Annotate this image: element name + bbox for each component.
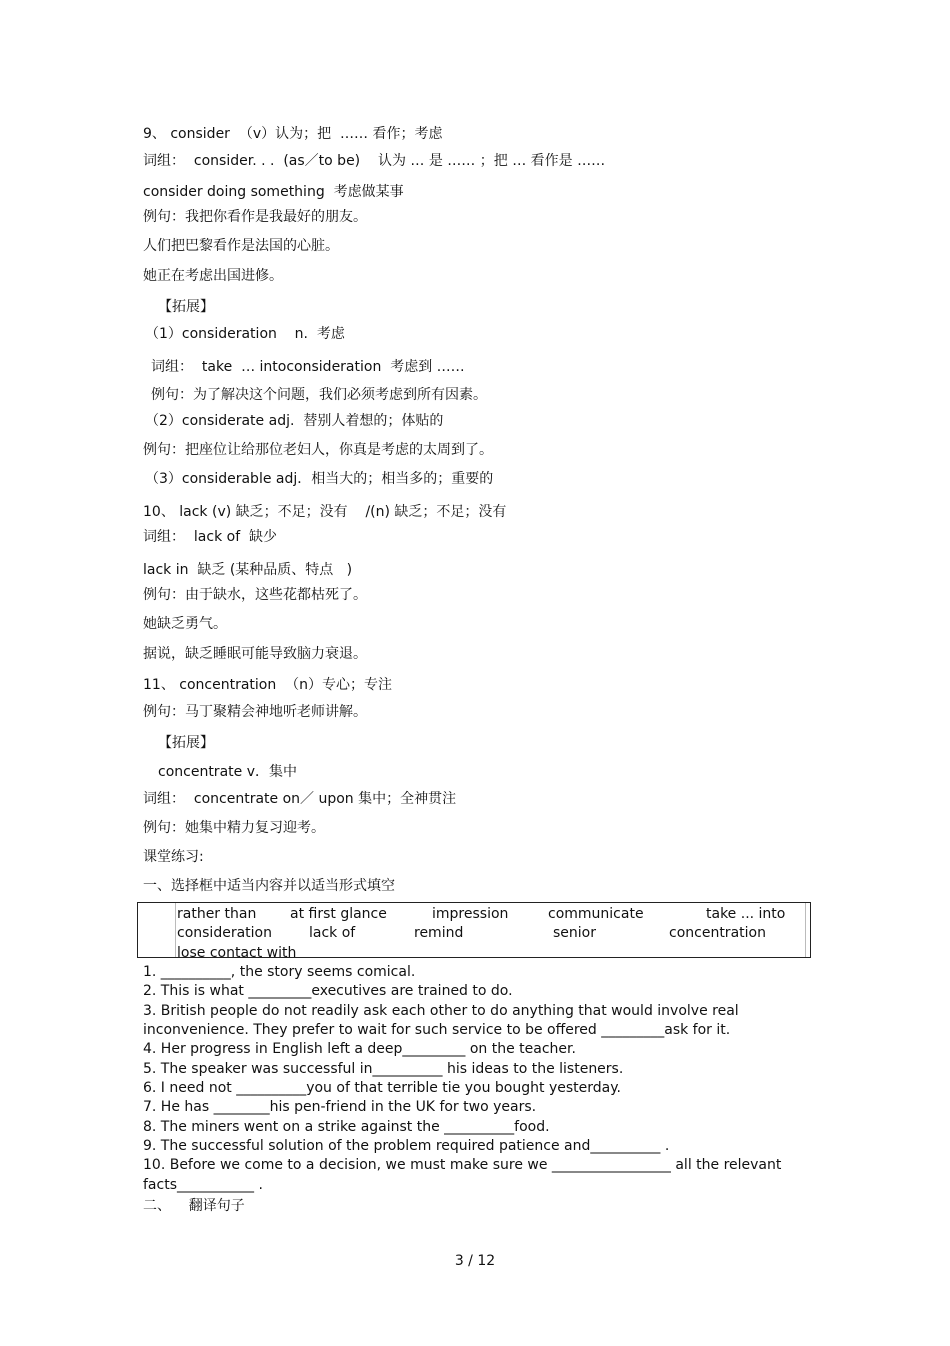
question-line: facts___________ .: [143, 1177, 263, 1193]
item9-ext2-example: 例句：把座位让给那位老妇人，你真是考虑的太周到了。: [143, 442, 493, 458]
item10-example: 例句：由于缺水，这些花都枯死了。: [143, 587, 367, 603]
item9-ext1-phrase: 词组： take … intoconsideration 考虑到 ……: [151, 359, 465, 375]
item10-phrase: 词组： lack of 缺少: [143, 529, 278, 545]
question-line: 7. He has ________his pen-friend in the UK for two years.: [143, 1099, 537, 1115]
question-line: 4. Her progress in English left a deep_________ on the teacher.: [143, 1041, 576, 1057]
question-line: 1. __________, the story seems comical.: [143, 964, 416, 980]
item11-ext1-example: 例句：她集中精力复习迎考。: [143, 820, 325, 836]
item9-phrase: 词组： consider. . . (as／to be) 认为 … 是 …… ；把 … 看作是 ……: [143, 153, 606, 169]
word-bank-item: impression: [432, 906, 509, 922]
question-line: 6. I need not __________you of that terrible tie you bought yesterday.: [143, 1080, 621, 1096]
word-bank-item: at first glance: [290, 906, 387, 922]
exercise-section2: 二、 翻译句子: [143, 1198, 245, 1214]
item9-ext-label: 【拓展】: [158, 299, 214, 315]
exercise-section1: 一、选择框中适当内容并以适当形式填空: [143, 878, 395, 894]
item9-ext3: （3）considerable adj．相当大的；相当多的；重要的: [145, 471, 494, 487]
exercise-title: 课堂练习:: [143, 849, 204, 865]
word-bank-item: lack of: [309, 925, 356, 941]
item10-example2: 她缺乏勇气。: [143, 616, 227, 632]
item11-ext-label: 【拓展】: [158, 735, 214, 751]
item9-phrase2: consider doing something 考虑做某事: [143, 184, 404, 200]
question-line: 3. British people do not readily ask each other to do anything that would involve real: [143, 1003, 739, 1019]
question-line: 9. The successful solution of the problem required patience and__________ .: [143, 1138, 670, 1154]
item10-phrase2: lack in 缺乏 (某种品质、特点 ): [143, 562, 353, 578]
question-line: inconvenience. They prefer to wait for such service to be offered _________ask for it.: [143, 1022, 731, 1038]
question-line: 2. This is what _________executives are trained to do.: [143, 983, 513, 999]
item11-ext1-phrase: 词组： concentrate on／ upon 集中；全神贯注: [143, 791, 457, 807]
item9-example3: 她正在考虑出国进修。: [143, 268, 283, 284]
item9-heading: 9、 consider （v）认为；把 …… 看作；考虑: [143, 126, 443, 142]
item10-example3: 据说，缺乏睡眠可能导致脑力衰退。: [143, 646, 367, 662]
item9-example2: 人们把巴黎看作是法国的心脏。: [143, 238, 339, 254]
word-bank-item: communicate: [548, 906, 644, 922]
question-line: 10. Before we come to a decision, we must make sure we _________________ all the relevant: [143, 1157, 782, 1173]
item9-ext1-example: 例句：为了解决这个问题，我们必须考虑到所有因素。: [151, 387, 487, 403]
word-bank-item: rather than: [177, 906, 257, 922]
item9-example: 例句：我把你看作是我最好的朋友。: [143, 209, 367, 225]
item10-heading: 10、 lack (v) 缺乏；不足；没有 /(n) 缺乏；不足；没有: [143, 504, 507, 520]
item9-ext1: （1）consideration n. 考虑: [145, 326, 345, 342]
box-divider-left: [175, 903, 176, 957]
word-bank-item: take ... into: [706, 906, 786, 922]
word-bank-item: lose contact with: [177, 945, 297, 961]
word-bank-item: senior: [553, 925, 596, 941]
question-line: 8. The miners went on a strike against the __________food.: [143, 1119, 550, 1135]
question-line: 5. The speaker was successful in__________ his ideas to the listeners.: [143, 1061, 624, 1077]
word-bank-item: consideration: [177, 925, 272, 941]
page-number: 3 / 12: [454, 1253, 496, 1269]
item11-example: 例句：马丁聚精会神地听老师讲解。: [143, 704, 367, 720]
item9-ext2: （2）considerate adj. 替别人着想的；体贴的: [145, 413, 444, 429]
word-bank-item: concentration: [669, 925, 766, 941]
word-bank-item: remind: [414, 925, 464, 941]
box-divider-right: [805, 903, 806, 957]
item11-ext1: concentrate v．集中: [158, 764, 297, 780]
item11-heading: 11、 concentration （n）专心；专注: [143, 677, 392, 693]
